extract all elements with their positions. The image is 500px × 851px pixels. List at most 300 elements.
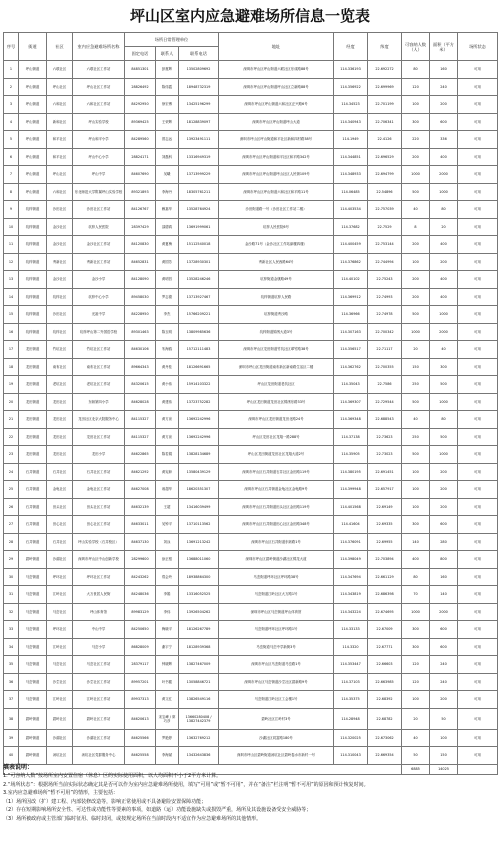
cell-street: 马峦街道 <box>19 691 47 709</box>
cell-capacity: 100 <box>402 481 430 499</box>
cell-community: 和平社区 <box>47 131 73 149</box>
cell-contact: 陈若娟 <box>156 446 179 464</box>
cell-street: 坑梓街道 <box>19 288 47 306</box>
cell-contact-phone: 15766209221 <box>179 306 219 324</box>
cell-lat: 22.73623 <box>368 428 402 446</box>
cell-contact-phone: 13316949319 <box>179 148 219 166</box>
cell-status: 可用 <box>458 533 498 551</box>
cell-community: 田头社区 <box>47 498 73 516</box>
cell-area: 80 <box>430 411 458 429</box>
cell-phone: 84851301 <box>125 61 156 79</box>
cell-name: 金沙社区工作站 <box>73 236 125 254</box>
cell-lat: 22.688543 <box>368 411 402 429</box>
cell-lon: 114.336193 <box>334 61 368 79</box>
cell-lat: 22.54896 <box>368 183 402 201</box>
cell-area: 200 <box>430 691 458 709</box>
cell-area: 336 <box>430 131 458 149</box>
cell-community: 金龟社区 <box>47 481 73 499</box>
cell-community: 金沙社区 <box>47 236 73 254</box>
cell-community: 石井社区 <box>47 533 73 551</box>
cell-lon: 114.400459 <box>334 236 368 254</box>
cell-lon: 114.28948 <box>334 708 368 729</box>
cell-address: 马峦街道坪环社区坪环路1号 <box>219 621 334 639</box>
table-row <box>4 288 498 306</box>
cell-lat: 22.75243 <box>368 271 402 289</box>
cell-capacity: 40 <box>402 201 430 219</box>
table-row <box>4 516 498 534</box>
cell-street: 马峦街道 <box>19 621 47 639</box>
cell-seq: 9 <box>4 201 19 219</box>
cell-address: 深圳市坪山区石井街道金龟社区金龟路9号 <box>219 481 334 499</box>
cell-community: 沙田社区 <box>47 306 73 324</box>
cell-contact-phone: 13691213242 <box>179 533 219 551</box>
cell-address: 深圳市坪山区碧岭街道汤坑社区碧岭卷水市新村一号 <box>219 747 334 765</box>
cell-status: 可用 <box>458 481 498 499</box>
cell-contact: 赖嘉华 <box>156 201 179 219</box>
cell-phone: 28299600 <box>125 551 156 569</box>
cell-street: 坑梓街道 <box>19 306 47 324</box>
cell-phone: 89957201 <box>125 673 156 691</box>
cell-community: 沙坣社区 <box>47 673 73 691</box>
cell-capacity: 80 <box>402 61 430 79</box>
cell-area: 2000 <box>430 323 458 341</box>
cell-status: 可用 <box>458 656 498 674</box>
cell-name: 六联社区工作站 <box>73 61 125 79</box>
cell-address: 深圳市坪山区坪山街道和平社区新和四村路38号 <box>219 131 334 149</box>
cell-street: 坪山街道 <box>19 113 47 131</box>
cell-street: 坪山街道 <box>19 78 47 96</box>
cell-contact: 谢宇宁 <box>156 638 179 656</box>
cell-status: 可用 <box>458 463 498 481</box>
cell-area: 200 <box>430 498 458 516</box>
total-area: 14025 <box>430 764 458 774</box>
cell-status: 可用 <box>458 603 498 621</box>
cell-address: 深圳市坪山区坪山街道六和社区正兴路6号 <box>219 96 334 114</box>
cell-capacity: 50 <box>402 747 430 765</box>
table-row <box>4 218 498 236</box>
cell-seq: 37 <box>4 691 19 709</box>
cell-status: 可用 <box>458 638 498 656</box>
cell-lon: 114.348933 <box>334 166 368 184</box>
cell-address: 深圳市坪山区龙田街道南布新区新南路生活区二楼 <box>219 358 334 376</box>
cell-status: 可用 <box>458 729 498 747</box>
cell-contact-phone: 13425196299 <box>179 96 219 114</box>
cell-lon: 114.35043 <box>334 376 368 394</box>
cell-contact: 陈伟霞 <box>156 78 179 96</box>
cell-seq: 29 <box>4 551 19 569</box>
table-row <box>4 729 498 747</box>
cell-contact-phone: 15914103322 <box>179 376 219 394</box>
cell-lat: 22.694799 <box>368 166 402 184</box>
table-row <box>4 463 498 481</box>
cell-street: 坑梓街道 <box>19 236 47 254</box>
cell-phone: 84633011 <box>125 516 156 534</box>
cell-contact-phone: 13809985636 <box>179 323 219 341</box>
cell-street: 石井街道 <box>19 533 47 551</box>
cell-area: 2000 <box>430 603 458 621</box>
cell-contact: 彭惠辉 <box>156 61 179 79</box>
cell-area: 160 <box>430 568 458 586</box>
cell-capacity: 200 <box>402 236 430 254</box>
cell-area: 20 <box>430 218 458 236</box>
cell-lon: 114.35375 <box>334 691 368 709</box>
header-community: 社区 <box>47 33 73 61</box>
cell-lon: 114.343819 <box>334 586 368 604</box>
cell-seq: 17 <box>4 341 19 359</box>
cell-contact-phone: 13713999229 <box>179 166 219 184</box>
cell-lon: 114.37682 <box>334 218 368 236</box>
cell-status: 可用 <box>458 428 498 446</box>
cell-contact-phone: 13316052525 <box>179 586 219 604</box>
table-row <box>4 253 498 271</box>
cell-contact: 曾志远 <box>156 131 179 149</box>
cell-phone: 84289560 <box>125 131 156 149</box>
cell-lon: 114.403534 <box>334 201 368 219</box>
note-line: （1）场所因改（扩）建工程、内部装修改造等，影响正常使用或不具备避险安置保障功能； <box>3 798 207 805</box>
table-row <box>4 481 498 499</box>
cell-street: 碧岭街道 <box>19 729 47 747</box>
cell-seq: 1 <box>4 61 19 79</box>
table-row <box>4 446 498 464</box>
cell-seq: 14 <box>4 288 19 306</box>
cell-community: 竹坑社区 <box>47 341 73 359</box>
cell-status: 可用 <box>458 288 498 306</box>
cell-contact: 黄明昌 <box>156 271 179 289</box>
cell-street: 石井街道 <box>19 463 47 481</box>
cell-contact: 黄国芳 <box>156 253 179 271</box>
cell-capacity: 70 <box>402 586 430 604</box>
cell-lat: 22.706341 <box>368 113 402 131</box>
table-row <box>4 747 498 765</box>
cell-phone: 84115327 <box>125 428 156 446</box>
header-phone: 固定电话 <box>125 47 156 61</box>
cell-name: 田心社区工作站 <box>73 516 125 534</box>
cell-contact-phone: 13827467009 <box>179 656 219 674</box>
cell-lat: 22.74993 <box>368 288 402 306</box>
header-seq: 序号 <box>4 33 19 61</box>
cell-contact: 罗志德 <box>156 288 179 306</box>
cell-name: 中山中学 <box>73 621 125 639</box>
cell-lat: 22.69149 <box>368 498 402 516</box>
table-row <box>4 306 498 324</box>
cell-status: 可用 <box>458 621 498 639</box>
header-address: 地址 <box>219 33 334 61</box>
cell-contact-phone: 15112540018 <box>179 236 219 254</box>
cell-seq: 40 <box>4 747 19 765</box>
cell-capacity: 100 <box>402 253 430 271</box>
cell-area: 240 <box>430 673 458 691</box>
cell-area: 240 <box>430 656 458 674</box>
cell-contact-phone: 13710113562 <box>179 516 219 534</box>
cell-status: 可用 <box>458 411 498 429</box>
cell-lon: 114.33133 <box>334 621 368 639</box>
table-row <box>4 638 498 656</box>
cell-lon: 114.06485 <box>334 183 368 201</box>
cell-community: 田心社区 <box>47 516 73 534</box>
cell-lat: 22.699969 <box>368 78 402 96</box>
cell-address: 深圳市坪山区龙田街道竹坑社区翠竹路38号 <box>219 341 334 359</box>
cell-street: 碧岭街道 <box>19 708 47 729</box>
cell-street: 石井街道 <box>19 498 47 516</box>
cell-community: 和平社区 <box>47 148 73 166</box>
cell-status: 可用 <box>458 498 498 516</box>
cell-phone: 84627008 <box>125 481 156 499</box>
header-lat: 纬度 <box>368 33 402 61</box>
cell-status: 可用 <box>458 236 498 254</box>
cell-lon: 114.340943 <box>334 113 368 131</box>
cell-contact: 李海丹 <box>156 183 179 201</box>
cell-status: 可用 <box>458 306 498 324</box>
cell-phone: 84628028 <box>125 393 156 411</box>
cell-phone: 84607690 <box>125 166 156 184</box>
cell-lat: 22.68782 <box>368 708 402 729</box>
cell-lat: 22.673062 <box>368 729 402 747</box>
cell-contact: 黄建伟 <box>156 393 179 411</box>
cell-area: 800 <box>430 551 458 569</box>
cell-contact: 黄小伟 <box>156 376 179 394</box>
cell-seq: 4 <box>4 113 19 131</box>
cell-area: 1000 <box>430 306 458 324</box>
cell-status: 可用 <box>458 166 498 184</box>
cell-area: 200 <box>430 463 458 481</box>
cell-status: 可用 <box>458 516 498 534</box>
cell-contact: 邵德鸿 <box>156 218 179 236</box>
cell-capacity: 100 <box>402 463 430 481</box>
note-line: （2）存在短期影响场所安全性、可达性或功能性等要素的事项，如道路（运）功能设施缺失或损毁严重，场所及其设施设备受安全威胁等； <box>3 807 312 814</box>
cell-contact-phone: 13688011060 <box>179 551 219 569</box>
cell-lon: 114.36966 <box>334 306 368 324</box>
cell-phone: 89321893 <box>125 183 156 201</box>
cell-seq: 31 <box>4 586 19 604</box>
cell-contact: 王荣辉 <box>156 113 179 131</box>
cell-capacity: 200 <box>402 148 430 166</box>
cell-seq: 18 <box>4 358 19 376</box>
cell-address: 深圳市坪山区石井街道石井社区金田路119号 <box>219 463 334 481</box>
cell-street: 马峦街道 <box>19 656 47 674</box>
cell-contact: 梅晓平 <box>156 621 179 639</box>
cell-contact-phone: 13632769212 <box>179 729 219 747</box>
cell-name: 坪山体育馆 <box>73 603 125 621</box>
cell-street: 石井街道 <box>19 516 47 534</box>
cell-contact: 朱海鸥 <box>156 341 179 359</box>
cell-phone: 28397429 <box>125 218 156 236</box>
cell-phone: 84630106 <box>125 341 156 359</box>
cell-contact-phone: 13416039499 <box>179 498 219 516</box>
cell-phone: 84128090 <box>125 271 156 289</box>
cell-address: 坪山区龙田街道老坑社区 <box>219 376 334 394</box>
cell-seq: 11 <box>4 236 19 254</box>
cell-capacity: 200 <box>402 288 430 306</box>
cell-contact-phone: 18126691665 <box>179 358 219 376</box>
cell-contact: 王超 <box>156 498 179 516</box>
cell-area: 200 <box>430 481 458 499</box>
cell-street: 马峦街道 <box>19 586 47 604</box>
cell-seq: 30 <box>4 568 19 586</box>
cell-name: 龙田社区工作站 <box>73 428 125 446</box>
cell-lon: 114.3320 <box>334 638 368 656</box>
cell-community: 江岭社区 <box>47 586 73 604</box>
table-row <box>4 691 498 709</box>
cell-lat: 22.701199 <box>368 96 402 114</box>
cell-address: 深圳市坪山区坪山街道坪山大道 <box>219 113 334 131</box>
cell-capacity: 40 <box>402 729 430 747</box>
cell-lon: 114.356517 <box>334 341 368 359</box>
cell-status: 可用 <box>458 61 498 79</box>
cell-phone: 84243262 <box>125 568 156 586</box>
cell-lon: 114.376091 <box>334 533 368 551</box>
cell-address: 马峦街道江岭社区工会楼1号 <box>219 691 334 709</box>
header-row <box>4 33 498 47</box>
header-status: 场所状态 <box>458 33 498 61</box>
cell-community: 新和社区 <box>47 113 73 131</box>
cell-community: 马峦社区 <box>47 603 73 621</box>
cell-street: 坑梓街道 <box>19 201 47 219</box>
cell-lon: 114.41604 <box>334 516 368 534</box>
cell-name: 大万世居人民街 <box>73 586 125 604</box>
cell-lat: 22.67771 <box>368 638 402 656</box>
cell-lon: 114.401568 <box>334 498 368 516</box>
cell-area: 240 <box>430 78 458 96</box>
cell-street: 碧岭街道 <box>19 747 47 765</box>
cell-area: 1000 <box>430 446 458 464</box>
cell-address: 深圳市坪山区马峦街道坪山体育馆 <box>219 603 334 621</box>
cell-seq: 7 <box>4 166 19 184</box>
cell-address: 深圳市坪山区石井街道田心社区金田路348号 <box>219 516 334 534</box>
cell-lat: 22.669354 <box>368 747 402 765</box>
table-row <box>4 551 498 569</box>
cell-name: 坪山中学 <box>73 166 125 184</box>
cell-contact-phone: 13692242996 <box>179 411 219 429</box>
cell-address: 深圳市坪山区坪山街道六联社区东成路88号 <box>219 61 334 79</box>
cell-seq: 3 <box>4 96 19 114</box>
cell-lon: 114.369348 <box>334 411 368 429</box>
table-row <box>4 621 498 639</box>
cell-lon: 114.343224 <box>334 603 368 621</box>
cell-capacity: 500 <box>402 306 430 324</box>
cell-capacity: 120 <box>402 673 430 691</box>
table-row <box>4 393 498 411</box>
cell-area: 600 <box>430 621 458 639</box>
cell-community: 秀新社区 <box>47 253 73 271</box>
cell-capacity: 1000 <box>402 323 430 341</box>
cell-lat: 22.657917 <box>368 481 402 499</box>
cell-contact: 李伟 <box>156 603 179 621</box>
cell-address: 深圳市坪山区坪山街道坪山社区立新路88号 <box>219 78 334 96</box>
cell-street: 坪山街道 <box>19 166 47 184</box>
cell-contact-phone: 13828134689 <box>179 446 219 464</box>
cell-contact: 黄文红 <box>156 691 179 709</box>
cell-area: 40 <box>430 341 458 359</box>
cell-capacity: 100 <box>402 691 430 709</box>
cell-lon: 114.353447 <box>334 656 368 674</box>
cell-lon: 114.369912 <box>334 288 368 306</box>
notes-heading: 填表说明： <box>3 764 34 771</box>
cell-status: 可用 <box>458 201 498 219</box>
cell-seq: 24 <box>4 463 19 481</box>
cell-contact-phone: 18620351307 <box>179 481 219 499</box>
cell-seq: 19 <box>4 376 19 394</box>
cell-street: 龙田街道 <box>19 341 47 359</box>
cell-status: 可用 <box>458 691 498 709</box>
cell-area: 500 <box>430 428 458 446</box>
cell-name: 沙坣社区工作站 <box>73 673 125 691</box>
cell-seq: 23 <box>4 446 19 464</box>
cell-seq: 32 <box>4 603 19 621</box>
cell-lat: 22.69335 <box>368 516 402 534</box>
cell-status: 可用 <box>458 358 498 376</box>
cell-contact-phone: 18128939368 <box>179 638 219 656</box>
cell-phone: 84637130 <box>125 533 156 551</box>
cell-name: 光祖中学 <box>73 306 125 324</box>
cell-street: 坪山街道 <box>19 96 47 114</box>
cell-contact: 涂正根 <box>156 551 179 569</box>
header-lon: 经度 <box>334 33 368 61</box>
cell-contact: 钟晓辉 <box>156 656 179 674</box>
cell-lat: 22.74978 <box>368 306 402 324</box>
table-row <box>4 533 498 551</box>
cell-street: 坪山街道 <box>19 61 47 79</box>
cell-status: 可用 <box>458 708 498 729</box>
cell-address: 碧岭社区江岭村3号 <box>219 708 334 729</box>
cell-contact: 罗艳婷 <box>156 729 179 747</box>
cell-capacity: 300 <box>402 113 430 131</box>
cell-status: 可用 <box>458 323 498 341</box>
cell-contact: 李海斌 <box>156 747 179 765</box>
cell-community: 汤坑社区 <box>47 747 73 765</box>
cell-area: 80 <box>430 201 458 219</box>
cell-contact: 李杰 <box>156 306 179 324</box>
cell-capacity: 400 <box>402 551 430 569</box>
table-row <box>4 586 498 604</box>
cell-status: 可用 <box>458 131 498 149</box>
table-row <box>4 201 498 219</box>
cell-community: 石井社区 <box>47 463 73 481</box>
cell-lat: 22.729544 <box>368 393 402 411</box>
cell-contact-phone: 13926504262 <box>179 603 219 621</box>
cell-capacity: 500 <box>402 446 430 464</box>
cell-contact-phone: 18126267789 <box>179 621 219 639</box>
cell-address: 坑梓街道坑梓人民路 <box>219 288 334 306</box>
cell-capacity: 100 <box>402 498 430 516</box>
cell-area: 400 <box>430 288 458 306</box>
cell-phone: 84250650 <box>125 621 156 639</box>
cell-contact-phone: 13923491111 <box>179 131 219 149</box>
cell-lat: 22.757039 <box>368 201 402 219</box>
cell-street: 龙田街道 <box>19 376 47 394</box>
cell-lat: 22.7586 <box>368 376 402 394</box>
cell-name: 碧岭社区工作站 <box>73 708 125 729</box>
cell-name: 东北师范大学附属坪山实验学校 <box>73 183 125 201</box>
cell-contact-phone: 18128839097 <box>179 113 219 131</box>
cell-community: 六联社区 <box>47 61 73 79</box>
table-row <box>4 131 498 149</box>
cell-seq: 26 <box>4 498 19 516</box>
cell-name: 坪山和平小学 <box>73 131 125 149</box>
cell-contact: 宋宝峰 / 廖巧彦 <box>156 708 179 729</box>
cell-community: 龙田社区 <box>47 393 73 411</box>
cell-lon: 114.398049 <box>334 551 368 569</box>
cell-phone: 28826492 <box>125 78 156 96</box>
cell-name: 坪山实验学校（石井校区） <box>73 533 125 551</box>
cell-lat: 22.700355 <box>368 358 402 376</box>
cell-name: 龙田社区北京大院服务中心 <box>73 411 125 429</box>
cell-contact-phone: 13691999061 <box>179 218 219 236</box>
cell-address: 深圳市坪山区碧岭街道沙湖社区锦龙大道 <box>219 551 334 569</box>
cell-status: 可用 <box>458 113 498 131</box>
cell-community: 坪环社区 <box>47 568 73 586</box>
cell-address: 深圳市坪山区马峦街道沙坣社区碧新路9号 <box>219 673 334 691</box>
cell-capacity: 80 <box>402 568 430 586</box>
